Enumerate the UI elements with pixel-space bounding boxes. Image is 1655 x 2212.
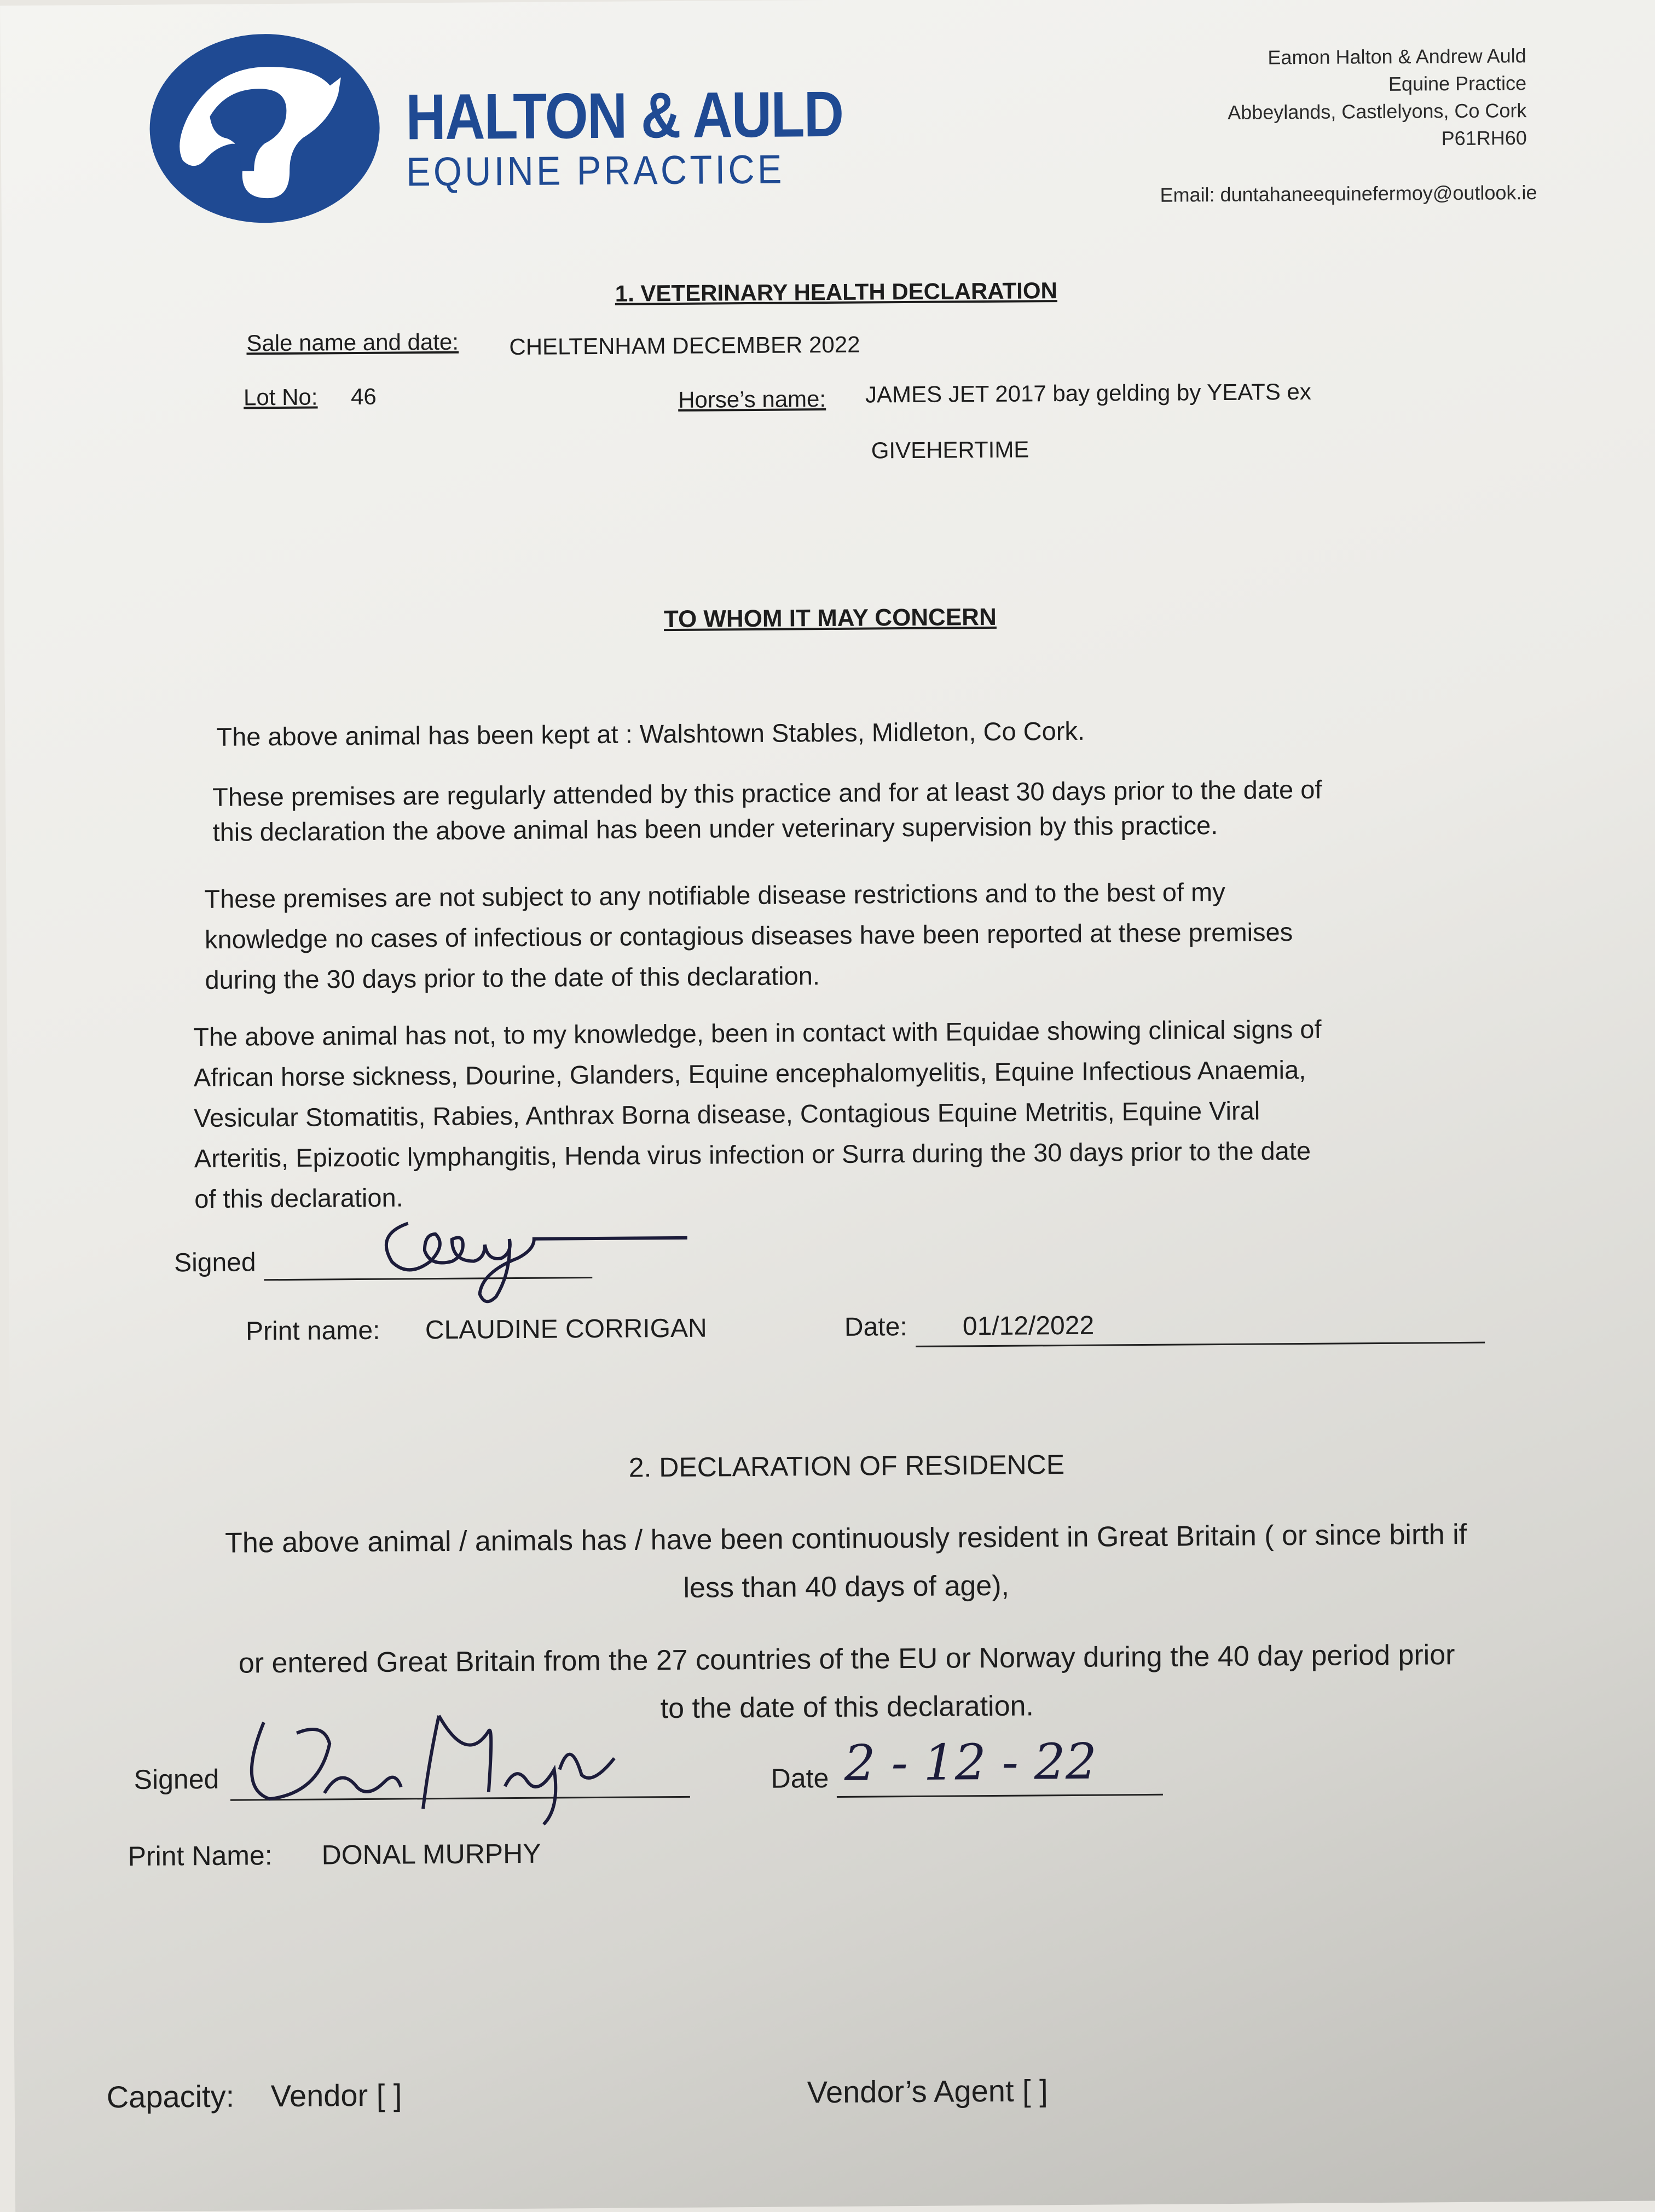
address-line: Abbeylands, Castlelyons, Co Cork <box>1228 99 1527 124</box>
residence-paragraph <box>167 1510 1525 1615</box>
lot-value: 46 <box>350 383 377 410</box>
paragraph-line: less than 40 days of age), <box>683 1570 1010 1604</box>
paragraph-line: this declaration the above animal has been under veterinary supervision by this practice. <box>212 810 1218 847</box>
practice-name: HALTON & AULD <box>406 78 843 154</box>
vet-print-value: CLAUDINE CORRIGAN <box>425 1313 707 1345</box>
vendor-signed-label: Signed <box>134 1763 219 1795</box>
vet-print-label: Print name: <box>245 1316 380 1346</box>
horse-label-text: Horse’s name: <box>678 386 826 413</box>
to-whom-heading: TO WHOM IT MAY CONCERN <box>663 603 997 633</box>
vendor-date-line <box>837 1794 1163 1798</box>
horse-value-continued: GIVEHERTIME <box>871 436 1029 464</box>
practice-email: Email: duntahaneequinefermoy@outlook.ie <box>1160 181 1537 206</box>
vet-date-value: 01/12/2022 <box>962 1311 1095 1341</box>
paragraph-line: of this declaration. <box>194 1183 403 1214</box>
vet-date-line <box>916 1342 1485 1347</box>
paragraph-line: These premises are regularly attended by this practice and for at least 30 days prior to the date of <box>212 774 1322 812</box>
paragraph-line: to the date of this declaration. <box>660 1690 1034 1725</box>
attendance-paragraph <box>212 769 1322 853</box>
paragraph-line: These premises are not subject to any notifiable disease restrictions and to the best of my <box>204 877 1225 913</box>
vendor-agent-checkbox[interactable]: Vendor’s Agent [ ] <box>807 2073 1048 2110</box>
vet-date-label: Date: <box>844 1312 907 1342</box>
address-line: P61RH60 <box>1441 126 1527 150</box>
practice-subtitle: EQUINE PRACTICE <box>406 146 785 195</box>
vendor-date-label: Date <box>771 1763 829 1794</box>
section2-heading: 2. DECLARATION OF RESIDENCE <box>628 1449 1065 1483</box>
horse-label <box>678 386 826 413</box>
vet-signed-label: Signed <box>173 1248 256 1278</box>
contact-paragraph <box>193 1009 1323 1219</box>
vendor-date-value: 2 - 12 - 22 <box>844 1733 1097 1792</box>
sale-value: CHELTENHAM DECEMBER 2022 <box>509 331 860 360</box>
paragraph-line: Arteritis, Epizootic lymphangitis, Henda virus infection or Surra during the 30 days prior to the date <box>194 1136 1311 1173</box>
sale-label-text: Sale name and date: <box>246 328 459 356</box>
lot-label-text: Lot No: <box>243 384 318 410</box>
paragraph-line: The above animal has not, to my knowledge, been in contact with Equidae showing clinical signs of <box>193 1014 1322 1052</box>
paragraph-line: knowledge no cases of infectious or contagious diseases have been reported at these premises <box>204 917 1293 954</box>
paragraph-line: African horse sickness, Dourine, Glanders, Equine encephalomyelitis, Equine Infectious Anaemia, <box>193 1055 1306 1092</box>
vendor-print-label: Print Name: <box>128 1840 273 1872</box>
practice-address <box>1227 42 1527 154</box>
paragraph-line: during the 30 days prior to the date of this declaration. <box>205 961 820 994</box>
paragraph-line: The above animal / animals has / have been continuously resident in Great Britain ( or since birth if <box>224 1518 1467 1559</box>
kept-at-paragraph: The above animal has been kept at : Walshtown Stables, Midleton, Co Cork. <box>216 716 1085 751</box>
paragraph-line: Vesicular Stomatitis, Rabies, Anthrax Borna disease, Contagious Equine Metritis, Equine Viral <box>194 1096 1260 1133</box>
lot-label <box>244 384 318 411</box>
horse-value: JAMES JET 2017 bay gelding by YEATS ex <box>865 378 1311 408</box>
address-line: Equine Practice <box>1388 72 1527 95</box>
vendor-print-value: DONAL MURPHY <box>321 1838 541 1871</box>
restrictions-paragraph <box>204 871 1293 1000</box>
horse-logo-icon <box>149 33 380 224</box>
vet-signature-icon <box>369 1200 698 1314</box>
section1-heading: 1. VETERINARY HEALTH DECLARATION <box>615 277 1058 306</box>
sale-label <box>246 329 459 357</box>
capacity-label: Capacity: <box>106 2078 235 2115</box>
paragraph-line: or entered Great Britain from the 27 countries of the EU or Norway during the 40 day period prior <box>238 1639 1455 1680</box>
address-line: Eamon Halton & Andrew Auld <box>1268 44 1526 69</box>
vendor-checkbox[interactable]: Vendor [ ] <box>270 2077 402 2113</box>
vendor-signature-icon <box>231 1698 659 1834</box>
